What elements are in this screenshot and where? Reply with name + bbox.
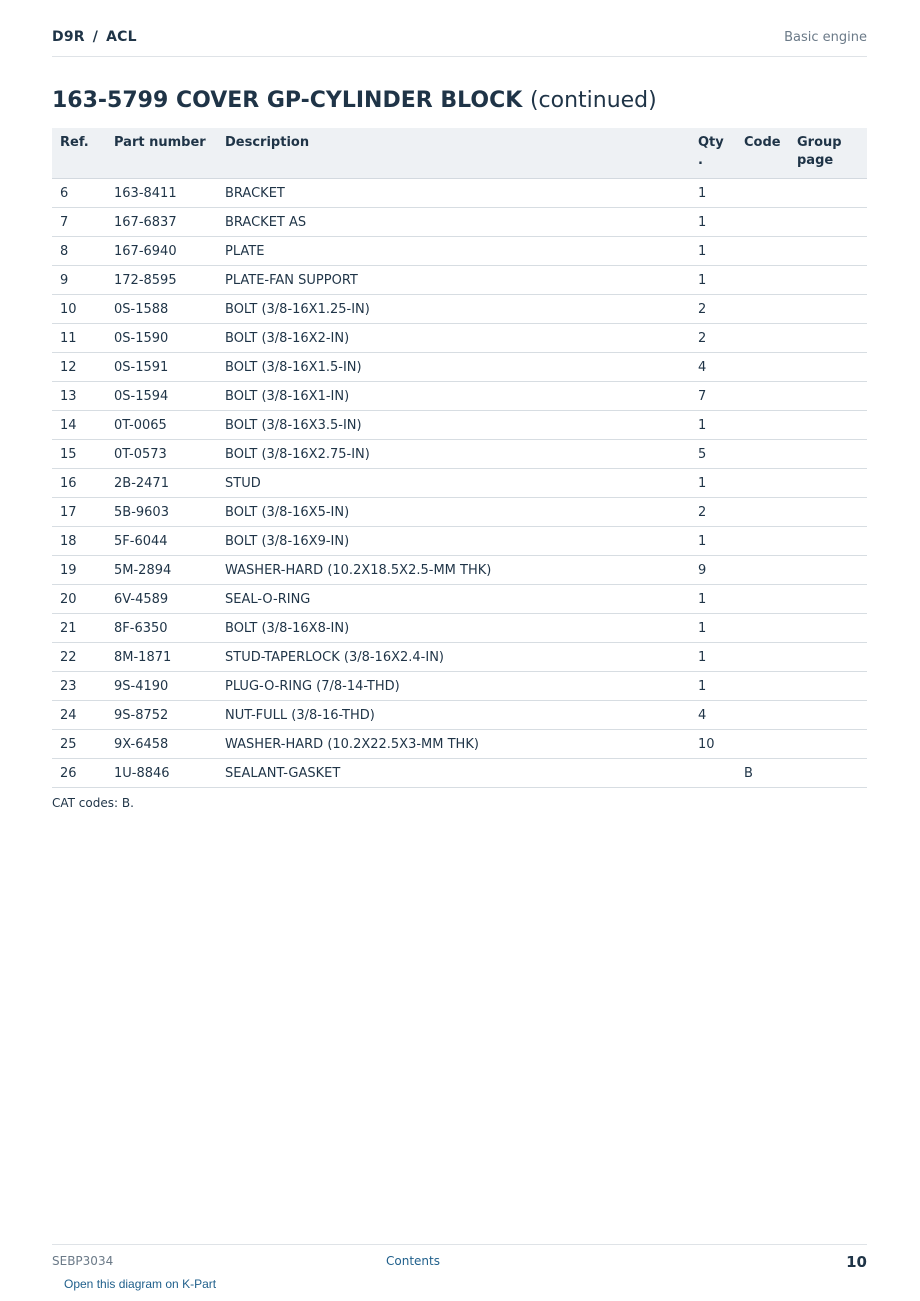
cell-ref: 12	[52, 353, 106, 382]
cell-description: BOLT (3/8-16X3.5-IN)	[217, 411, 690, 440]
cell-qty: 10	[690, 730, 736, 759]
cell-description: BOLT (3/8-16X5-IN)	[217, 498, 690, 527]
cell-part-number: 5M-2894	[106, 556, 217, 585]
cell-group-page	[789, 382, 867, 411]
cell-part-number: 9S-8752	[106, 701, 217, 730]
table-row	[52, 353, 867, 382]
cell-ref: 9	[52, 266, 106, 295]
cell-part-number: 9X-6458	[106, 730, 217, 759]
table-row	[52, 527, 867, 556]
cell-group-page	[789, 469, 867, 498]
cell-code	[736, 556, 789, 585]
table-row	[52, 498, 867, 527]
table-row	[52, 672, 867, 701]
cell-part-number: 0T-0065	[106, 411, 217, 440]
table-row	[52, 382, 867, 411]
cell-qty: 1	[690, 208, 736, 237]
page-header	[52, 0, 867, 57]
cell-code	[736, 382, 789, 411]
cell-qty: 1	[690, 266, 736, 295]
cell-ref: 24	[52, 701, 106, 730]
cell-qty: 9	[690, 556, 736, 585]
cell-part-number: 5B-9603	[106, 498, 217, 527]
page-number: 10	[846, 1253, 867, 1271]
cell-description: BRACKET AS	[217, 208, 690, 237]
cell-qty: 1	[690, 411, 736, 440]
table-row	[52, 440, 867, 469]
cell-part-number: 1U-8846	[106, 759, 217, 788]
breadcrumb-separator: /	[92, 29, 99, 45]
cell-code	[736, 295, 789, 324]
cell-description: PLATE-FAN SUPPORT	[217, 266, 690, 295]
table-row	[52, 208, 867, 237]
section-label: Basic engine	[784, 30, 867, 45]
cell-ref: 10	[52, 295, 106, 324]
parts-table	[52, 128, 867, 788]
cell-description: WASHER-HARD (10.2X18.5X2.5-MM THK)	[217, 556, 690, 585]
cell-group-page	[789, 759, 867, 788]
cell-ref: 21	[52, 614, 106, 643]
cell-description: NUT-FULL (3/8-16-THD)	[217, 701, 690, 730]
cell-group-page	[789, 353, 867, 382]
cell-code	[736, 266, 789, 295]
cell-group-page	[789, 208, 867, 237]
column-header-qty-line2: .	[698, 153, 703, 168]
cell-code	[736, 672, 789, 701]
cell-code	[736, 208, 789, 237]
cell-qty: 1	[690, 179, 736, 208]
table-row	[52, 556, 867, 585]
cell-ref: 25	[52, 730, 106, 759]
cell-code	[736, 411, 789, 440]
header-row	[52, 128, 867, 179]
cell-group-page	[789, 179, 867, 208]
table-row	[52, 614, 867, 643]
page-footer	[52, 1244, 867, 1301]
cell-description: STUD	[217, 469, 690, 498]
table-row	[52, 730, 867, 759]
cell-part-number: 9S-4190	[106, 672, 217, 701]
cat-codes-footnote: CAT codes: B.	[52, 796, 134, 810]
cell-qty: 1	[690, 527, 736, 556]
column-header-group-line2: page	[797, 153, 834, 168]
cell-part-number: 8M-1871	[106, 643, 217, 672]
cell-ref: 14	[52, 411, 106, 440]
column-header-group-page	[789, 128, 867, 179]
cell-group-page	[789, 440, 867, 469]
column-header-code: Code	[736, 128, 789, 179]
parts-table-header	[52, 128, 867, 179]
cell-part-number: 167-6837	[106, 208, 217, 237]
table-row	[52, 324, 867, 353]
table-row	[52, 411, 867, 440]
table-row	[52, 179, 867, 208]
table-row	[52, 701, 867, 730]
cell-qty: 1	[690, 237, 736, 266]
cell-code	[736, 701, 789, 730]
cell-group-page	[789, 411, 867, 440]
cell-ref: 6	[52, 179, 106, 208]
table-row	[52, 266, 867, 295]
breadcrumb	[52, 29, 137, 45]
table-row	[52, 295, 867, 324]
cell-code	[736, 440, 789, 469]
cell-qty: 2	[690, 498, 736, 527]
open-on-kpart-link[interactable]: Open this diagram on K-Part	[64, 1277, 217, 1291]
cell-part-number: 167-6940	[106, 237, 217, 266]
cell-ref: 19	[52, 556, 106, 585]
cell-code	[736, 643, 789, 672]
cell-qty: 2	[690, 324, 736, 353]
cell-part-number: 0S-1588	[106, 295, 217, 324]
cell-part-number: 0T-0573	[106, 440, 217, 469]
parts-table-body	[52, 179, 867, 788]
cell-qty: 5	[690, 440, 736, 469]
column-header-part-number: Part number	[106, 128, 217, 179]
cell-description: BOLT (3/8-16X9-IN)	[217, 527, 690, 556]
cell-part-number: 0S-1590	[106, 324, 217, 353]
cell-part-number: 5F-6044	[106, 527, 217, 556]
cell-group-page	[789, 324, 867, 353]
cell-description: BOLT (3/8-16X2-IN)	[217, 324, 690, 353]
cell-qty: 1	[690, 469, 736, 498]
cell-ref: 26	[52, 759, 106, 788]
cell-qty: 1	[690, 643, 736, 672]
column-header-qty-line1: Qty	[698, 135, 724, 150]
cell-ref: 13	[52, 382, 106, 411]
document-id: SEBP3034	[52, 1254, 114, 1268]
cell-description: BOLT (3/8-16X8-IN)	[217, 614, 690, 643]
cell-ref: 11	[52, 324, 106, 353]
cell-ref: 22	[52, 643, 106, 672]
cell-code	[736, 353, 789, 382]
cell-group-page	[789, 266, 867, 295]
cell-code	[736, 498, 789, 527]
cell-description: PLATE	[217, 237, 690, 266]
table-row	[52, 585, 867, 614]
cell-group-page	[789, 701, 867, 730]
table-row	[52, 469, 867, 498]
cell-group-page	[789, 237, 867, 266]
cell-code	[736, 730, 789, 759]
cell-group-page	[789, 730, 867, 759]
table-row	[52, 237, 867, 266]
cell-code	[736, 237, 789, 266]
cell-ref: 17	[52, 498, 106, 527]
cell-group-page	[789, 672, 867, 701]
cell-part-number: 2B-2471	[106, 469, 217, 498]
cell-description: PLUG-O-RING (7/8-14-THD)	[217, 672, 690, 701]
cell-qty	[690, 759, 736, 788]
cell-code: B	[736, 759, 789, 788]
cell-part-number: 6V-4589	[106, 585, 217, 614]
breadcrumb-model: D9R	[52, 29, 85, 45]
cell-group-page	[789, 295, 867, 324]
cell-ref: 20	[52, 585, 106, 614]
cell-qty: 1	[690, 614, 736, 643]
cell-description: BOLT (3/8-16X1-IN)	[217, 382, 690, 411]
cell-ref: 23	[52, 672, 106, 701]
column-header-description: Description	[217, 128, 690, 179]
cell-group-page	[789, 498, 867, 527]
cell-group-page	[789, 585, 867, 614]
title-suffix: (continued)	[529, 88, 657, 113]
table-row	[52, 643, 867, 672]
cell-ref: 15	[52, 440, 106, 469]
contents-link[interactable]: Contents	[386, 1254, 440, 1268]
cell-part-number: 8F-6350	[106, 614, 217, 643]
cell-group-page	[789, 643, 867, 672]
cell-description: BOLT (3/8-16X2.75-IN)	[217, 440, 690, 469]
cell-description: BOLT (3/8-16X1.25-IN)	[217, 295, 690, 324]
cell-ref: 8	[52, 237, 106, 266]
cell-code	[736, 527, 789, 556]
cell-code	[736, 585, 789, 614]
cell-ref: 16	[52, 469, 106, 498]
cell-qty: 7	[690, 382, 736, 411]
page-title	[52, 88, 657, 113]
cell-group-page	[789, 527, 867, 556]
cell-ref: 7	[52, 208, 106, 237]
cell-description: STUD-TAPERLOCK (3/8-16X2.4-IN)	[217, 643, 690, 672]
column-header-group-line1: Group	[797, 135, 842, 150]
cell-description: SEALANT-GASKET	[217, 759, 690, 788]
cell-qty: 4	[690, 353, 736, 382]
cell-qty: 1	[690, 672, 736, 701]
cell-ref: 18	[52, 527, 106, 556]
column-header-ref: Ref.	[52, 128, 106, 179]
cell-code	[736, 324, 789, 353]
cell-qty: 4	[690, 701, 736, 730]
cell-part-number: 0S-1594	[106, 382, 217, 411]
cell-code	[736, 179, 789, 208]
breadcrumb-variant: ACL	[106, 29, 137, 45]
cell-code	[736, 469, 789, 498]
cell-part-number: 0S-1591	[106, 353, 217, 382]
column-header-qty	[690, 128, 736, 179]
cell-qty: 1	[690, 585, 736, 614]
cell-part-number: 172-8595	[106, 266, 217, 295]
cell-code	[736, 614, 789, 643]
title-part-name: 163-5799 COVER GP-CYLINDER BLOCK	[52, 88, 523, 113]
cell-description: SEAL-O-RING	[217, 585, 690, 614]
cell-description: WASHER-HARD (10.2X22.5X3-MM THK)	[217, 730, 690, 759]
cell-description: BRACKET	[217, 179, 690, 208]
cell-part-number: 163-8411	[106, 179, 217, 208]
cell-group-page	[789, 614, 867, 643]
cell-qty: 2	[690, 295, 736, 324]
cell-description: BOLT (3/8-16X1.5-IN)	[217, 353, 690, 382]
table-row	[52, 759, 867, 788]
cell-group-page	[789, 556, 867, 585]
